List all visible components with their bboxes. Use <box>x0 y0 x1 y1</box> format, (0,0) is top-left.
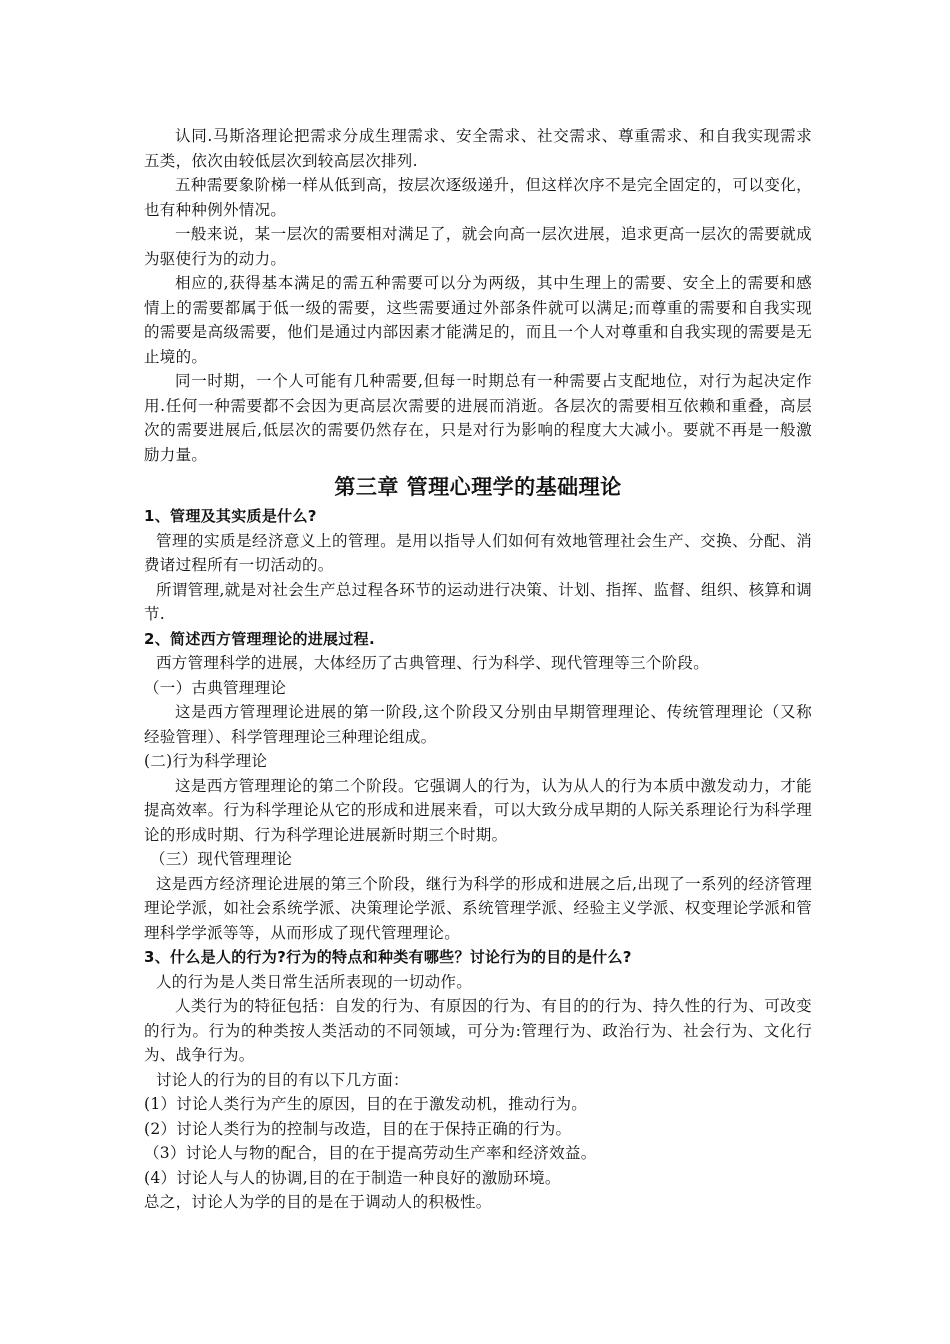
question-3-paragraph-1: 人的行为是人类日常生活所表现的一切动作。 <box>156 972 473 991</box>
list-item: (2）讨论人类行为的控制与改造，目的在于保持正确的行为。 <box>144 1119 572 1138</box>
paragraph-maslow-intro: 认同.马斯洛理论把需求分成生理需求、安全需求、社交需求、尊重需求、和自我实现需求五类，依次由较低层次到较高层次排列. <box>144 127 812 170</box>
section-modern-text: 这是西方经济理论进展的第三个阶段，继行为科学的形成和进展之后,出现了一系列的经济管理理论学派，如社会系统学派、决策理论学派、系统管理学派、经验主义学派、权变理论学派和管理科学学派等等，从而形成了现代管理理论。 <box>144 874 812 942</box>
question-3-title: 3、什么是人的行为?行为的特点和种类有哪些？讨论行为的目的是什么? <box>144 948 632 966</box>
question-1-title: 1、管理及其实质是什么? <box>144 507 317 525</box>
question-2-title: 2、简述西方管理理论的进展过程. <box>144 629 375 648</box>
paragraph-needs-levels: 相应的,获得基本满足的需五种需要可以分为两级，其中生理上的需要、安全上的需要和感情上的需要都属于低一级的需要，这些需要通过外部条件就可以满足;而尊重的需要和自我实现的需要是高级需要，他们是通过内部因素才能满足的，而且一个人对尊重和自我实现的需要是无止境的。 <box>144 274 812 366</box>
question-3-paragraph-3: 讨论人的行为的目的有以下几方面： <box>156 1070 409 1089</box>
list-item: （3）讨论人与物的配合，目的在于提高劳动生产率和经济效益。 <box>144 1144 597 1162</box>
paragraph-needs-progression: 一般来说，某一层次的需要相对满足了，就会向高一层次进展，追求更高一层次的需要就成为驱使行为的动力。 <box>144 225 812 268</box>
paragraph-needs-ladder: 五种需要象阶梯一样从低到高，按层次逐级递升，但这样次序不是完全固定的，可以变化，也有种种例外情况。 <box>144 176 812 219</box>
section-behavioral-text: 这是西方管理理论的第二个阶段。它强调人的行为，认为从人的行为本质中激发动力，才能提高效率。行为科学理论从它的形成和进展来看，可以大致分成早期的人际关系理论行为科学理论的形成时期、行为科学理论进展新时期三个时期。 <box>144 776 812 844</box>
list-item: (4）讨论人与人的协调,目的在于制造一种良好的激励环境。 <box>144 1168 561 1187</box>
question-3-conclusion: 总之，讨论人为学的目的是在于调动人的积极性。 <box>144 1193 492 1211</box>
question-1-paragraph-2: 所谓管理,就是对社会生产总过程各环节的运动进行决策、计划、指挥、监督、组织、核算和调节. <box>144 580 812 623</box>
section-behavioral-title: (二)行为科学理论 <box>144 752 268 770</box>
document-page <box>144 124 812 1215</box>
question-3-paragraph-2: 人类行为的特征包括：自发的行为、有原因的行为、有目的的行为、持久性的行为、可改变的行为。行为的种类按人类活动的不同领域，可分为:管理行为、政治行为、社会行为、文化行为、战争行为。 <box>144 997 812 1064</box>
question-1-paragraph-1: 管理的实质是经济意义上的管理。是用以指导人们如何有效地管理社会生产、交换、分配、消费诸过程所有一切活动的。 <box>144 531 812 574</box>
section-classical-text: 这是西方管理理论进展的第一阶段,这个阶段又分别由早期管理理论、传统管理理论（又称经验管理）、科学管理理论三种理论组成。 <box>144 703 812 746</box>
section-modern-title: （三）现代管理理论 <box>150 850 293 868</box>
paragraph-dominant-need: 同一时期，一个人可能有几种需要,但每一时期总有一种需要占支配地位，对行为起决定作用.任何一种需要都不会因为更高层次需要的进展而消逝。各层次的需要相互依赖和重叠，高层次的需要进展后,低层次的需要仍然存在，只是对行为影响的程度大大减小。要就不再是一般激励力量。 <box>144 372 812 464</box>
chapter-title: 第三章 管理心理学的基础理论 <box>334 474 622 499</box>
list-item: (1）讨论人类行为产生的原因，目的在于激发动机，推动行为。 <box>144 1095 588 1113</box>
section-classical-title: （一）古典管理理论 <box>144 678 287 697</box>
question-2-intro: 西方管理科学的进展，大体经历了古典管理、行为科学、现代管理等三个阶段。 <box>156 654 710 672</box>
